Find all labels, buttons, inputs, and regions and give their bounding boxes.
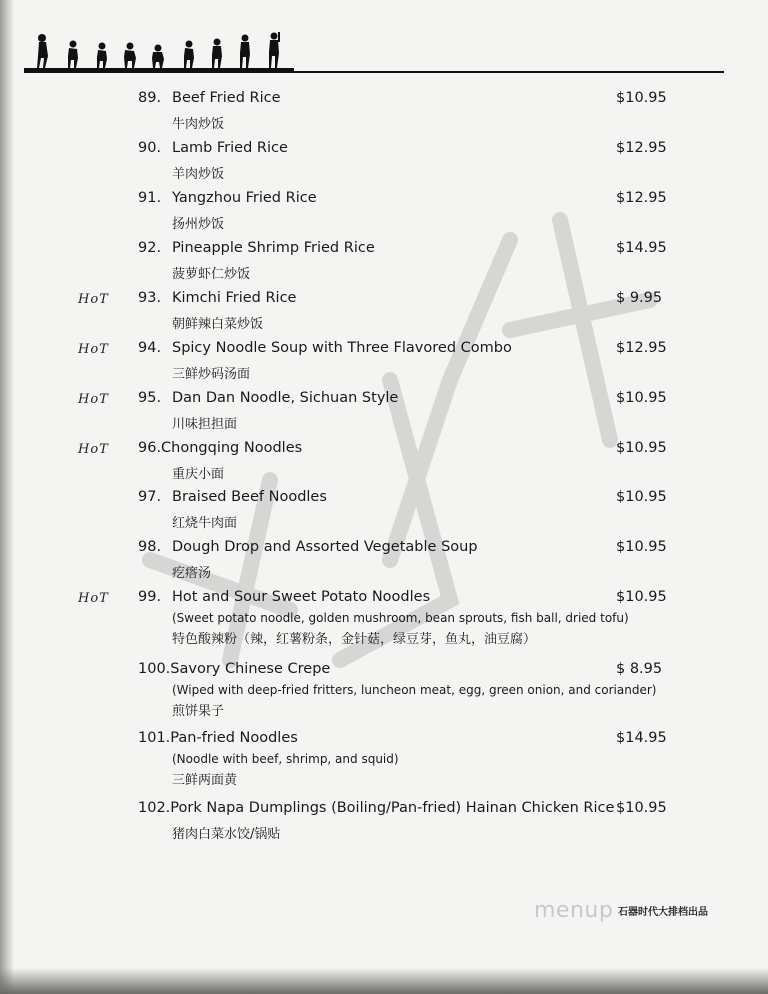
item-chinese-name: 煎饼果子 xyxy=(172,704,225,719)
menu-item xyxy=(138,340,668,382)
menu-item-line xyxy=(138,90,668,110)
item-name: Pineapple Shrimp Fried Rice xyxy=(172,240,375,256)
item-chinese-name: 三鲜两面黄 xyxy=(172,773,238,788)
item-name: 100.Savory Chinese Crepe xyxy=(138,661,331,677)
menu-item xyxy=(138,240,668,282)
item-name: Kimchi Fried Rice xyxy=(172,290,297,306)
menu-item xyxy=(138,489,668,531)
item-price: $ 9.95 xyxy=(616,290,663,306)
item-chinese-name: 红烧牛肉面 xyxy=(172,516,238,531)
footer-brand: 石器时代大排档出品 xyxy=(618,907,708,918)
menu-item-line xyxy=(138,290,668,310)
item-name: Hot and Sour Sweet Potato Noodles xyxy=(172,589,431,605)
hot-spicy-mark: HoT xyxy=(78,392,109,407)
item-number: 89. xyxy=(138,90,162,106)
menu-item xyxy=(138,90,668,132)
item-number: 90. xyxy=(138,140,162,156)
menu-item-line xyxy=(138,800,668,820)
menu-item-line xyxy=(138,390,668,410)
item-description: (Sweet potato noodle, golden mushroom, bean sprouts, fish ball, dried tofu) xyxy=(172,611,629,625)
item-price: $10.95 xyxy=(616,539,667,555)
menu-item-line xyxy=(138,661,668,681)
item-description: (Noodle with beef, shrimp, and squid) xyxy=(172,752,399,766)
item-name: 96.Chongqing Noodles xyxy=(138,440,303,456)
page-edge-shadow-bottom xyxy=(0,968,768,994)
hot-spicy-mark: HoT xyxy=(78,442,109,457)
item-name: 102.Pork Napa Dumplings (Boiling/Pan-fried) Hainan Chicken Rice xyxy=(138,800,615,816)
menu-item-line xyxy=(138,140,668,160)
item-number: 91. xyxy=(138,190,162,206)
menu-item xyxy=(138,661,668,719)
item-price: $12.95 xyxy=(616,190,667,206)
item-chinese-name: 疙瘩汤 xyxy=(172,566,212,581)
menu-item-line xyxy=(138,730,668,750)
menu-item xyxy=(138,539,668,581)
item-description: (Wiped with deep-fried fritters, luncheon meat, egg, green onion, and coriander) xyxy=(172,683,657,697)
evolution-silhouettes-icon xyxy=(24,28,294,74)
menu-item-line xyxy=(138,539,668,559)
item-price: $10.95 xyxy=(616,90,667,106)
item-price: $10.95 xyxy=(616,800,667,816)
item-price: $10.95 xyxy=(616,489,667,505)
item-chinese-name: 菠萝虾仁炒饭 xyxy=(172,267,251,282)
item-price: $10.95 xyxy=(616,390,667,406)
item-chinese-name: 朝鲜辣白菜炒饭 xyxy=(172,317,264,332)
item-price: $10.95 xyxy=(616,589,667,605)
menu-item xyxy=(138,190,668,232)
item-name: Braised Beef Noodles xyxy=(172,489,327,505)
item-price: $14.95 xyxy=(616,730,667,746)
menu-item xyxy=(138,390,668,432)
item-chinese-name: 猪肉白菜水饺/锅贴 xyxy=(172,827,281,842)
item-price: $14.95 xyxy=(616,240,667,256)
menupages-watermark: menup xyxy=(534,898,614,923)
item-name: Dan Dan Noodle, Sichuan Style xyxy=(172,390,399,406)
menu-item-line xyxy=(138,240,668,260)
menu-item-line xyxy=(138,340,668,360)
item-number: 94. xyxy=(138,340,162,356)
item-chinese-name: 川味担担面 xyxy=(172,417,238,432)
item-chinese-name: 牛肉炒饭 xyxy=(172,117,225,132)
page-edge-shadow xyxy=(0,0,14,994)
item-chinese-name: 特色酸辣粉（辣，红薯粉条，金针菇，绿豆芽，鱼丸，油豆腐） xyxy=(172,632,537,647)
menu-item xyxy=(138,440,668,482)
item-name: Dough Drop and Assorted Vegetable Soup xyxy=(172,539,478,555)
item-price: $12.95 xyxy=(616,340,667,356)
header-rule xyxy=(24,71,724,73)
item-chinese-name: 重庆小面 xyxy=(172,467,225,482)
menu-item xyxy=(138,290,668,332)
menu-item xyxy=(138,140,668,182)
menu-item-line xyxy=(138,190,668,210)
menu-item-line xyxy=(138,440,668,460)
item-price: $12.95 xyxy=(616,140,667,156)
item-name: Spicy Noodle Soup with Three Flavored Combo xyxy=(172,340,512,356)
item-chinese-name: 羊肉炒饭 xyxy=(172,167,225,182)
item-price: $10.95 xyxy=(616,440,667,456)
item-number: 92. xyxy=(138,240,162,256)
item-name: Yangzhou Fried Rice xyxy=(172,190,317,206)
menu-item-line xyxy=(138,589,668,609)
item-number: 98. xyxy=(138,539,162,555)
item-name: Lamb Fried Rice xyxy=(172,140,288,156)
hot-spicy-mark: HoT xyxy=(78,591,109,606)
item-price: $ 8.95 xyxy=(616,661,663,677)
item-number: 93. xyxy=(138,290,162,306)
menu-item xyxy=(138,800,668,842)
item-number: 99. xyxy=(138,589,162,605)
item-number: 95. xyxy=(138,390,162,406)
menu-item-line xyxy=(138,489,668,509)
item-chinese-name: 三鲜炒码汤面 xyxy=(172,367,251,382)
item-name: 101.Pan-fried Noodles xyxy=(138,730,298,746)
menu-item xyxy=(138,589,668,647)
hot-spicy-mark: HoT xyxy=(78,292,109,307)
item-number: 97. xyxy=(138,489,162,505)
menu-item xyxy=(138,730,668,788)
item-name: Beef Fried Rice xyxy=(172,90,281,106)
item-chinese-name: 扬州炒饭 xyxy=(172,217,225,232)
hot-spicy-mark: HoT xyxy=(78,342,109,357)
